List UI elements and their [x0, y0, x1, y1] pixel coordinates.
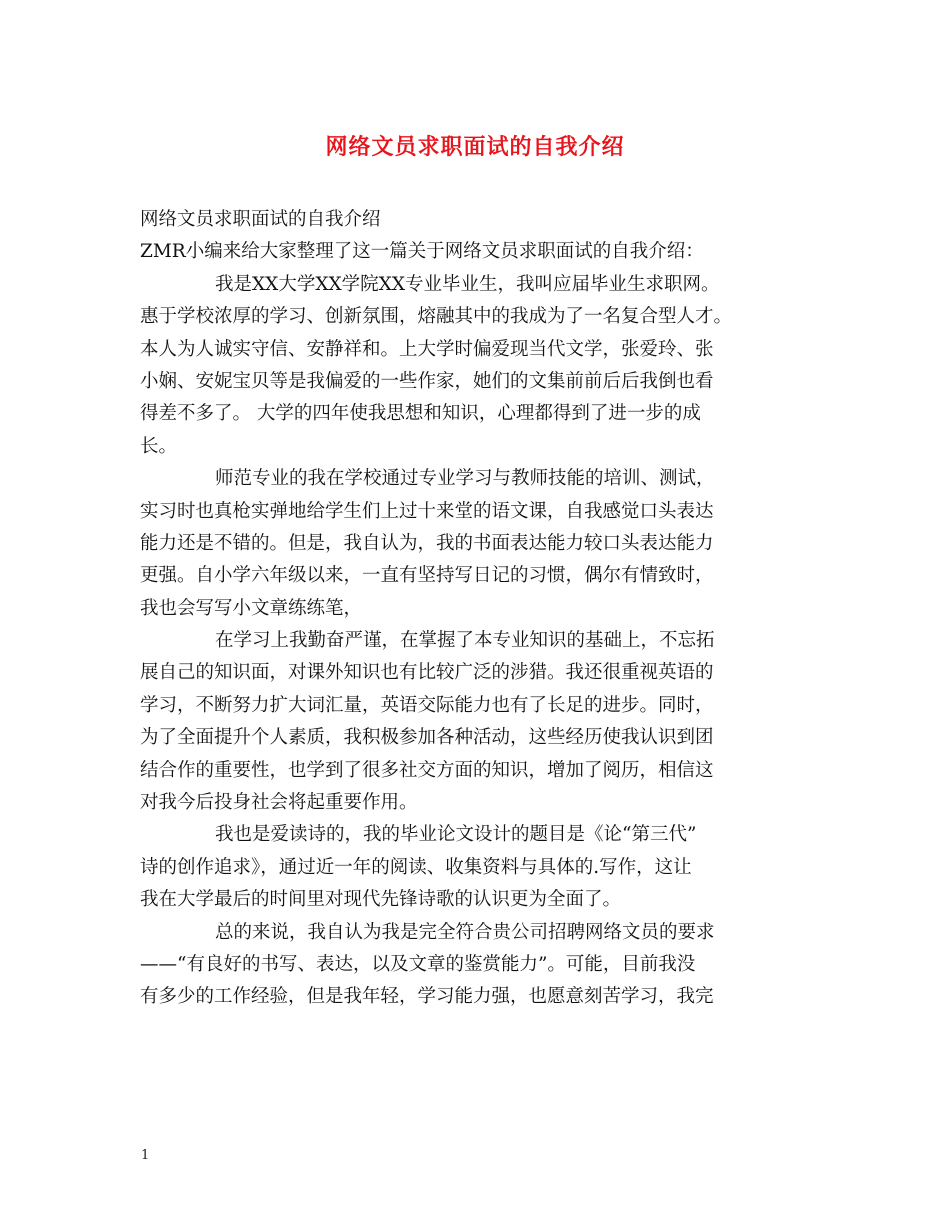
body-line: 诗的创作追求》，通过近一年的阅读、收集资料与具体的.写作，这让	[140, 856, 692, 878]
body-line: ZMR小编来给大家整理了这一篇关于网络文员求职面试的自我介绍：	[140, 241, 704, 263]
body-line: 学习，不断努力扩大词汇量，英语交际能力也有了长足的进步。同时，	[140, 694, 714, 716]
page-number: 1	[141, 1148, 150, 1163]
body-line: 对我今后投身社会将起重要作用。	[140, 792, 418, 814]
body-line: 我在大学最后的时间里对现代先锋诗歌的认识更为全面了。	[140, 889, 622, 911]
body-line: ——“有良好的书写、表达，以及文章的鉴赏能力”。可能，目前我没	[140, 953, 696, 975]
body-line: 我也是爱读诗的，我的毕业论文设计的题目是《论“第三代”	[215, 824, 697, 846]
body-line: 有多少的工作经验，但是我年轻，学习能力强，也愿意刻苦学习，我完	[140, 986, 714, 1008]
body-line: 为了全面提升个人素质，我积极参加各种活动，这些经历使我认识到团	[140, 727, 714, 749]
body-line: 更强。自小学六年级以来，一直有坚持写日记的习惯，偶尔有情致时，	[140, 565, 714, 587]
body-line: 小娴、安妮宝贝等是我偏爱的一些作家，她们的文集前前后后我倒也看	[140, 370, 714, 392]
body-line: 实习时也真枪实弹地给学生们上过十来堂的语文课，自我感觉口头表达	[140, 500, 714, 522]
body-line: 结合作的重要性，也学到了很多社交方面的知识，增加了阅历，相信这	[140, 759, 714, 781]
body-line: 师范专业的我在学校通过专业学习与教师技能的培训、测试，	[215, 468, 715, 490]
body-line: 长。	[140, 435, 178, 457]
body-line: 我是XX大学XX学院XX专业毕业生，我叫应届毕业生求职网。	[215, 273, 720, 295]
body-line: 能力还是不错的。但是，我自认为，我的书面表达能力较口头表达能力	[140, 532, 714, 554]
body-line: 总的来说，我自认为我是完全符合贵公司招聘网络文员的要求	[215, 921, 715, 943]
body-line: 网络文员求职面试的自我介绍	[140, 209, 381, 230]
body-line: 在学习上我勤奋严谨，在掌握了本专业知识的基础上，不忘拓	[215, 630, 715, 652]
body-line: 惠于学校浓厚的学习、创新氛围，熔融其中的我成为了一名复合型人才。	[140, 306, 733, 328]
document-body	[140, 204, 830, 1014]
body-line: 展自己的知识面，对课外知识也有比较广泛的涉猎。我还很重视英语的	[140, 662, 714, 684]
document-title: 网络文员求职面试的自我介绍	[325, 134, 625, 160]
body-line: 得差不多了。 大学的四年使我思想和知识，心理都得到了进一步的成	[140, 403, 701, 425]
body-line: 本人为人诚实守信、安静祥和。上大学时偏爱现当代文学，张爱玲、张	[140, 338, 714, 360]
body-line: 我也会写写小文章练练笔，	[140, 597, 363, 619]
